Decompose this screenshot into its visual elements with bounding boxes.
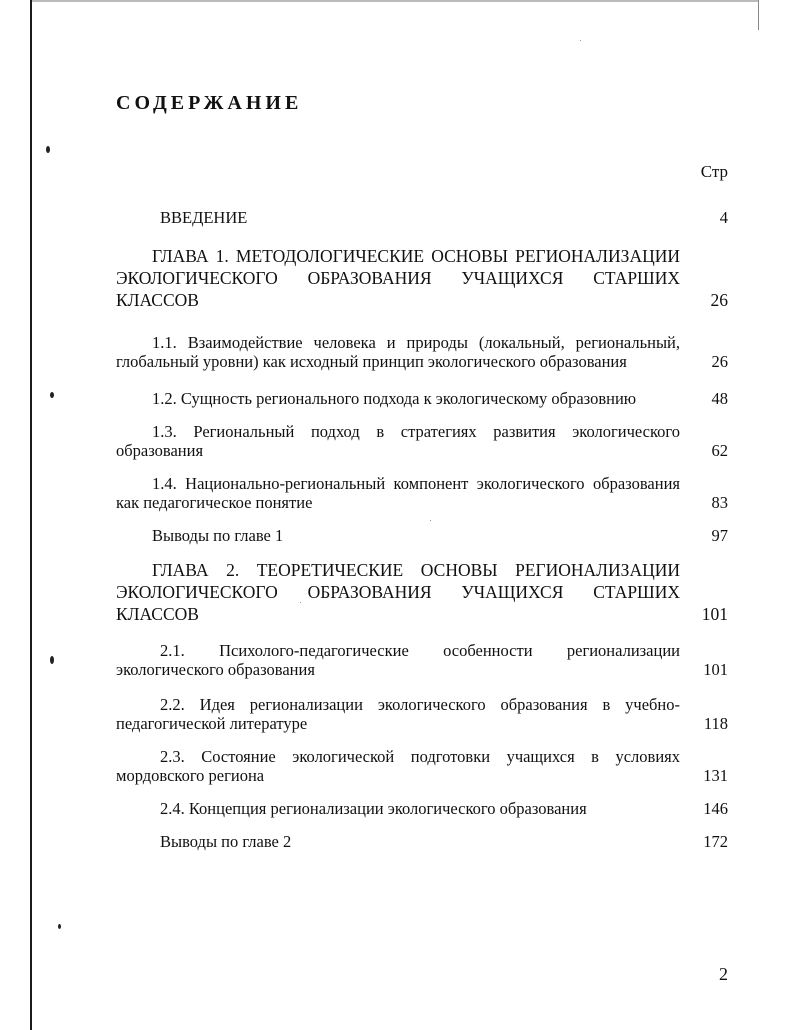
toc-entry-chapter-1 xyxy=(116,245,728,311)
toc-entry-text: ВВЕДЕНИЕ xyxy=(160,208,248,227)
toc-entry-text: Выводы по главе 2 xyxy=(160,832,292,851)
toc-entry-section-2-2 xyxy=(116,695,728,733)
toc-entry-page: 101 xyxy=(701,604,728,624)
table-of-contents xyxy=(116,208,728,851)
toc-entry-text: ГЛАВА 1. МЕТОДОЛОГИЧЕСКИЕ ОСНОВЫ РЕГИОНАЛИЗАЦИИ ЭКОЛОГИЧЕСКОГО ОБРАЗОВАНИЯ УЧАЩИХСЯ СТАРШИХ КЛАССОВ xyxy=(116,246,680,310)
toc-entry-section-2-1 xyxy=(116,641,728,679)
toc-entry-introduction xyxy=(116,208,728,227)
page-number: 2 xyxy=(719,964,728,984)
toc-entry-text: 1.1. Взаимодействие человека и природы (локальный, региональный, глобальный уровни) как исходный принцип экологического образования xyxy=(116,333,680,371)
scan-top-edge xyxy=(32,0,759,2)
toc-entry-section-1-1 xyxy=(116,333,728,371)
toc-entry-section-2-3 xyxy=(116,747,728,785)
toc-entry-page: 101 xyxy=(703,660,728,679)
toc-entry-section-1-3 xyxy=(116,422,728,460)
toc-entry-page: 97 xyxy=(711,526,728,545)
toc-entry-page: 4 xyxy=(719,208,728,227)
toc-entry-text: ГЛАВА 2. ТЕОРЕТИЧЕСКИЕ ОСНОВЫ РЕГИОНАЛИЗАЦИИ ЭКОЛОГИЧЕСКОГО ОБРАЗОВАНИЯ УЧАЩИХСЯ СТАРШИХ КЛАССОВ xyxy=(116,560,680,624)
toc-entry-page: 172 xyxy=(703,832,728,851)
toc-entry-section-2-4 xyxy=(116,799,728,818)
toc-heading: СОДЕРЖАНИЕ xyxy=(116,92,303,114)
toc-entry-section-1-2 xyxy=(116,389,728,408)
toc-entry-text: 1.3. Региональный подход в стратегиях развития экологического образования xyxy=(116,422,680,460)
binding-edge-line xyxy=(30,0,32,1030)
toc-entry-conclusions-1 xyxy=(116,526,728,545)
page-column-header: Стр xyxy=(700,162,728,181)
toc-entry-page: 83 xyxy=(711,493,728,512)
toc-entry-page: 118 xyxy=(703,714,728,733)
toc-entry-page: 131 xyxy=(703,766,728,785)
toc-entry-text: 1.2. Сущность регионального подхода к экологическому образовнию xyxy=(152,389,637,408)
toc-entry-page: 48 xyxy=(711,389,728,408)
scan-speck xyxy=(50,656,54,664)
scan-dot xyxy=(580,40,581,41)
toc-entry-conclusions-2 xyxy=(116,832,728,851)
toc-entry-text: 2.3. Состояние экологической подготовки учащихся в условиях мордовского региона xyxy=(116,747,680,785)
toc-entry-page: 26 xyxy=(710,290,728,310)
scan-speck xyxy=(50,392,54,398)
toc-entry-text: 2.2. Идея регионализации экологического образования в учебно-педагогической литературе xyxy=(116,695,680,733)
scan-speck xyxy=(58,924,61,929)
scan-speck xyxy=(46,146,50,153)
toc-entry-section-1-4 xyxy=(116,474,728,512)
toc-entry-text: 2.4. Концепция регионализации экологического образования xyxy=(160,799,587,818)
toc-entry-text: Выводы по главе 1 xyxy=(152,526,284,545)
scan-right-edge xyxy=(758,0,759,30)
toc-entry-text: 1.4. Национально-региональный компонент экологического образования как педагогическое понятие xyxy=(116,474,680,512)
toc-entry-page: 62 xyxy=(711,441,728,460)
toc-entry-chapter-2 xyxy=(116,559,728,625)
toc-entry-page: 146 xyxy=(703,799,728,818)
toc-entry-text: 2.1. Психолого-педагогические особенности регионализации экологического образования xyxy=(116,641,680,679)
toc-entry-page: 26 xyxy=(711,352,728,371)
